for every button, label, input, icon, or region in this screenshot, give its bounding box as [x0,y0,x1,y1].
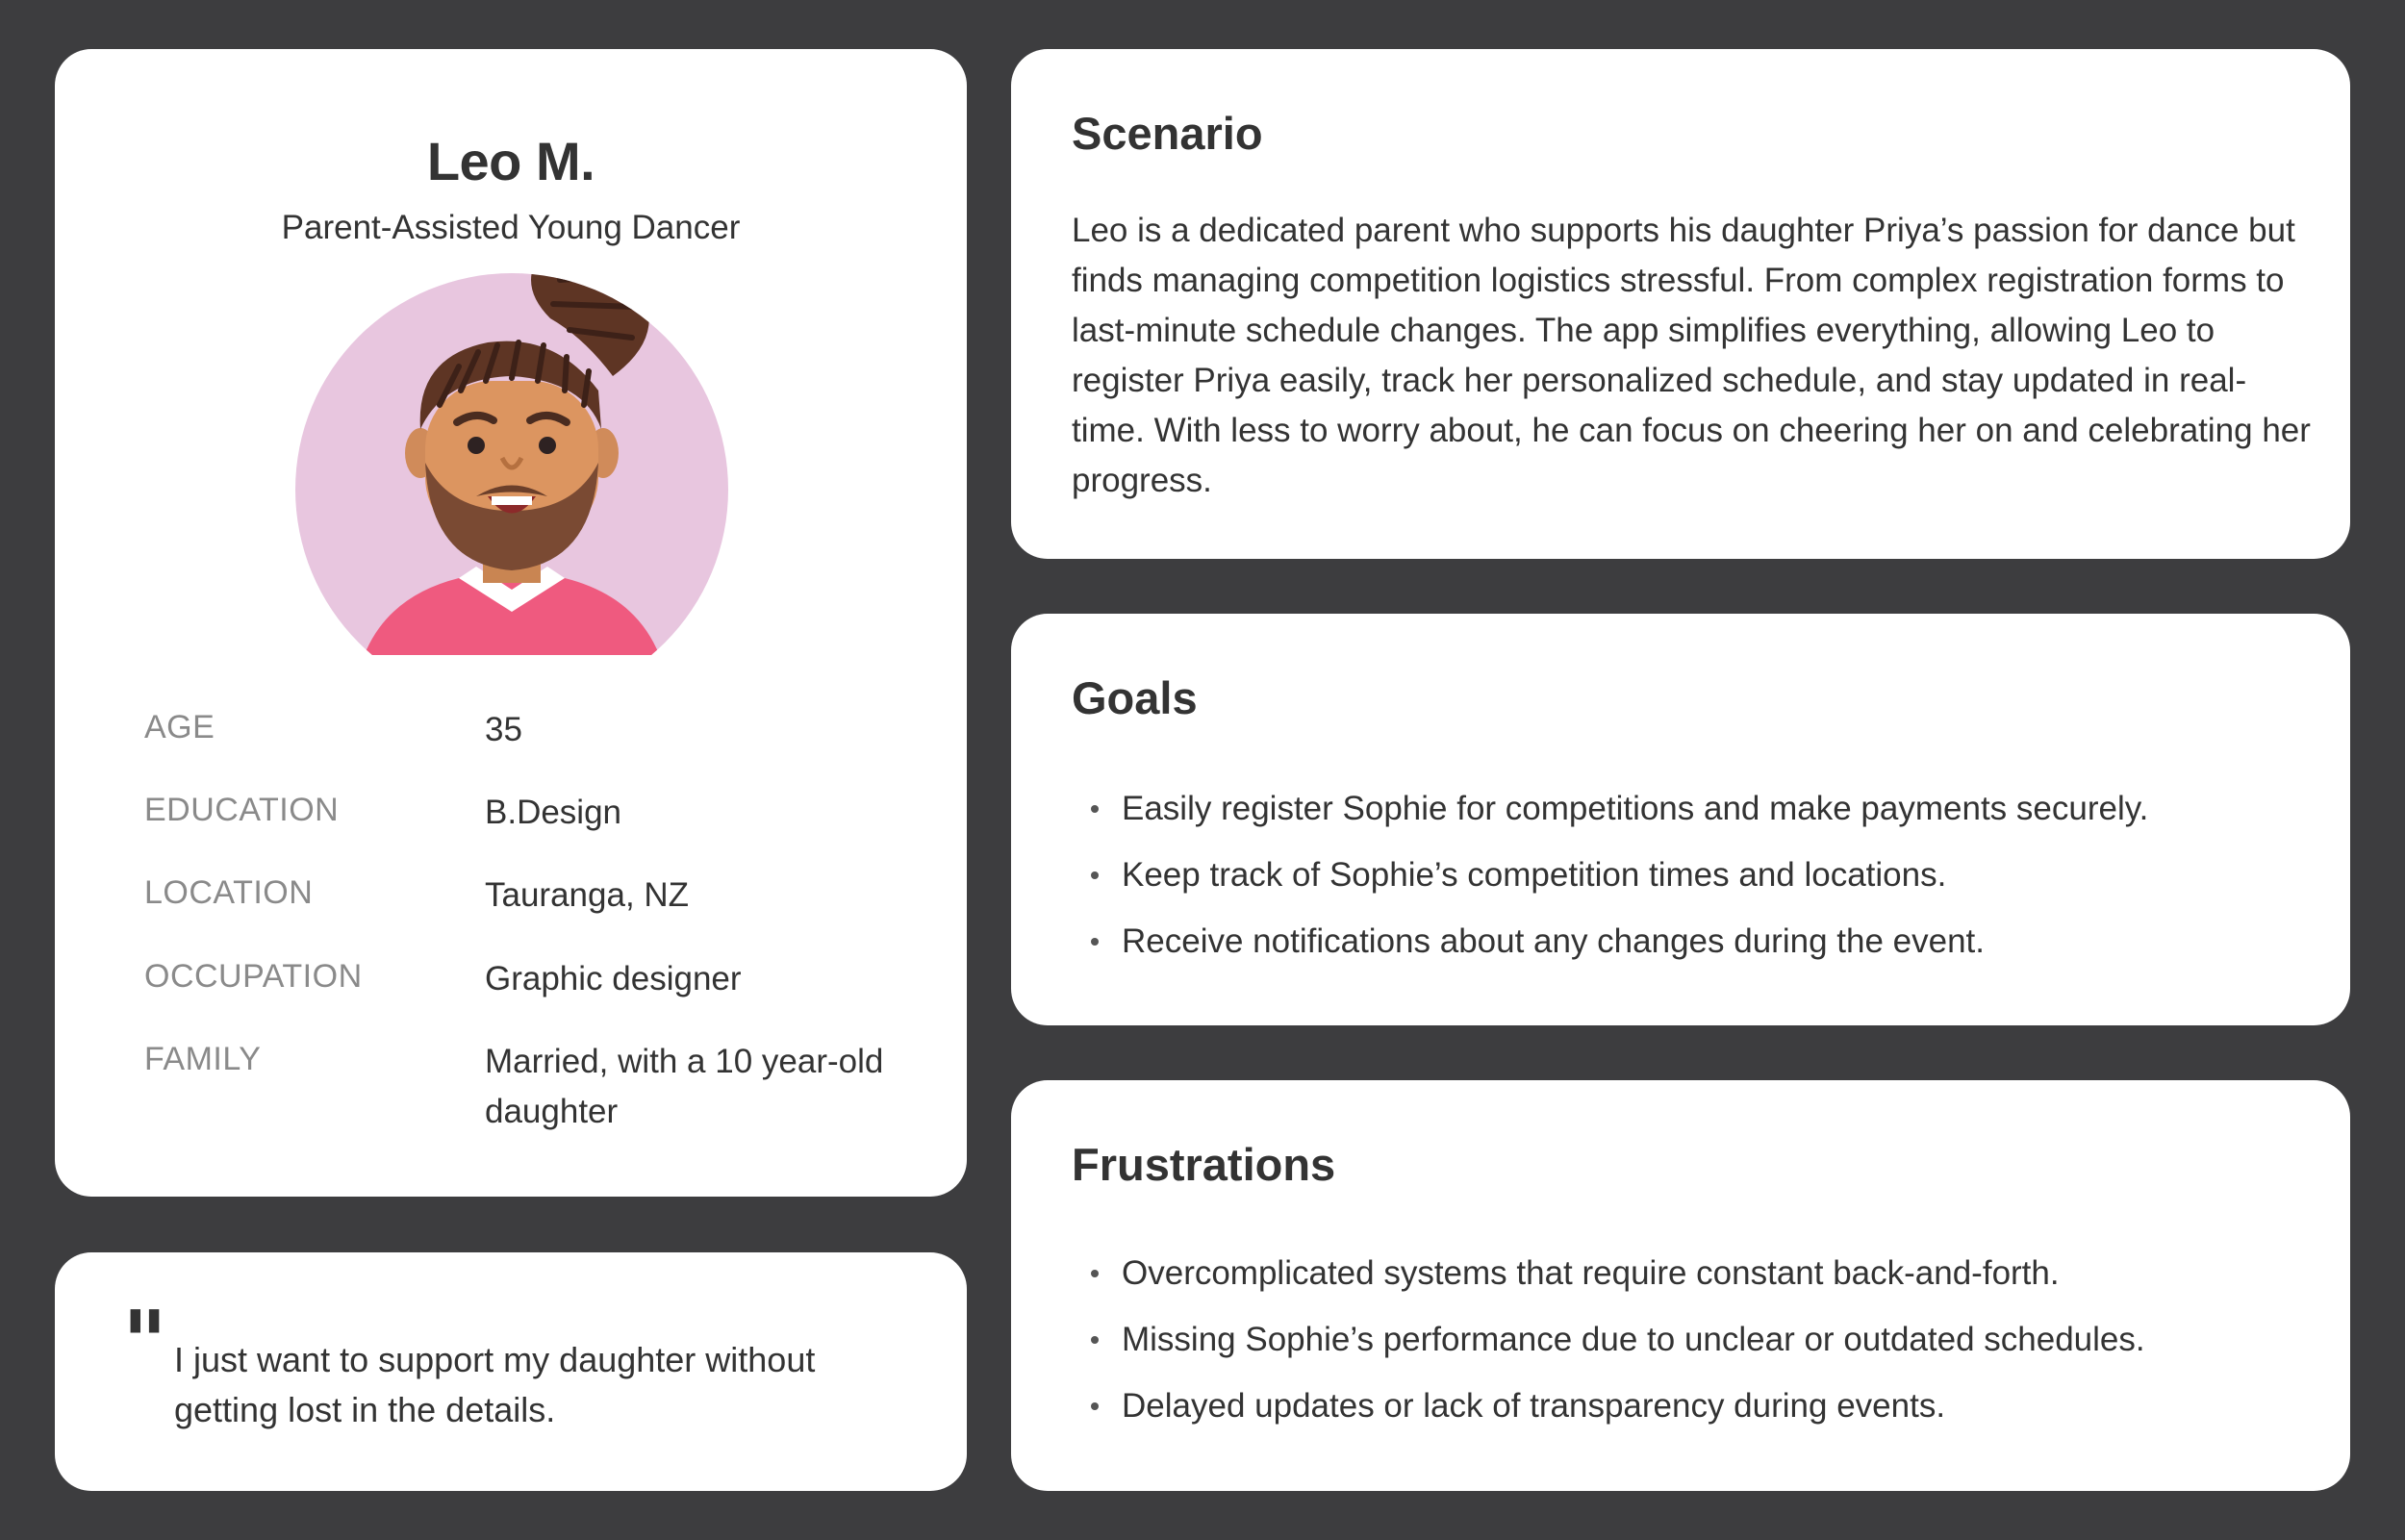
quote-mark-icon: " [122,1293,167,1394]
list-item: Easily register Sophie for competitions and make payments securely. [1072,775,2322,842]
list-item: Keep track of Sophie’s competition times and locations. [1072,842,2322,908]
scenario-text: Leo is a dedicated parent who supports his daughter Priya’s passion for dance but finds managing competition logistics stressful. From complex registration forms to last-minute schedule changes. The app simplifies everything, allowing Leo to register Priya easily, track her personalized schedule, and stay updated in real-time. With less to worry about, he can focus on cheering her on and celebrating her progress. [1072,212,2311,499]
education-label: EDUCATION [144,792,340,828]
bullet-icon [1091,1336,1099,1344]
education-value: B.Design [485,794,622,831]
bullet-icon [1091,805,1099,813]
frustrations-card [1011,1080,2350,1491]
bearded-man-avatar-icon [295,222,728,655]
family-label: FAMILY [144,1041,262,1077]
persona-role: Parent-Assisted Young Dancer [281,209,741,246]
bullet-icon [1091,1270,1099,1277]
occupation-label: OCCUPATION [144,958,363,995]
goals-card [1011,614,2350,1025]
frustrations-title: Frustrations [1072,1139,1336,1190]
profile-card [55,49,967,1197]
scenario-title: Scenario [1072,108,1263,159]
goals-title: Goals [1072,672,1198,723]
location-label: LOCATION [144,874,314,911]
age-label: AGE [144,709,215,745]
scenario-card [1011,49,2350,559]
list-item: Delayed updates or lack of transparency during events. [1072,1373,2322,1439]
quote-card [55,1252,967,1491]
bullet-icon [1091,871,1099,879]
family-value: Married, with a 10 year-old daughter [485,1043,884,1130]
list-item: Receive notifications about any changes during the event. [1072,908,2322,974]
bullet-icon [1091,1402,1099,1410]
age-value: 35 [485,711,522,748]
quote-text: I just want to support my daughter without getting lost in the details. [174,1340,816,1429]
persona-name: Leo M. [426,131,595,191]
location-value: Tauranga, NZ [485,876,690,914]
goals-list [1072,775,2322,974]
list-item: Missing Sophie’s performance due to unclear or outdated schedules. [1072,1306,2322,1373]
frustrations-list [1072,1240,2322,1439]
list-item: Overcomplicated systems that require constant back-and-forth. [1072,1240,2322,1306]
bullet-icon [1091,938,1099,946]
occupation-value: Graphic designer [485,960,742,997]
